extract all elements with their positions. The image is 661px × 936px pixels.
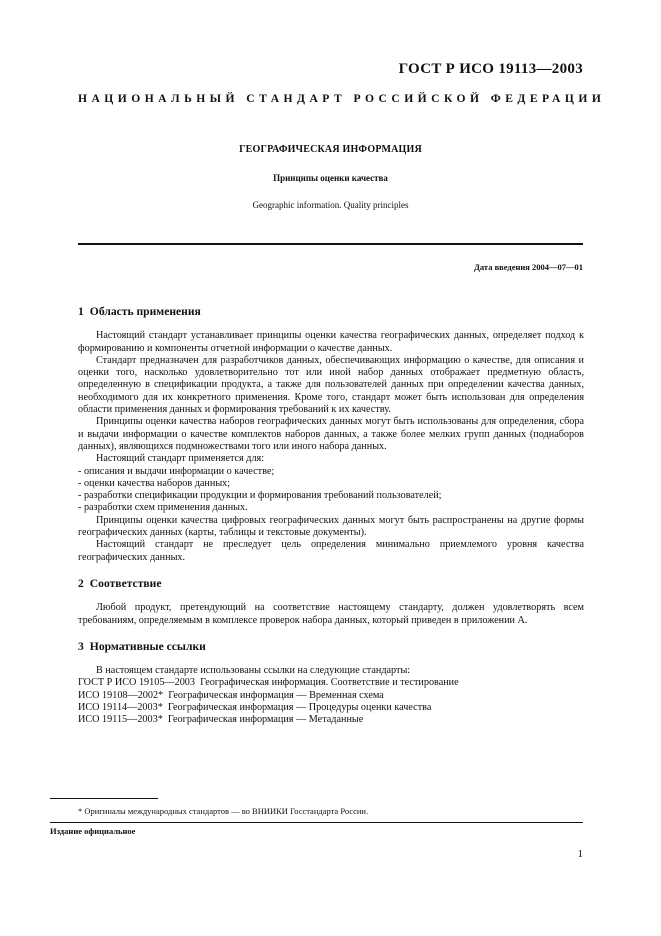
reference-item xyxy=(78,702,584,714)
reference-item xyxy=(78,714,584,726)
section-2-heading xyxy=(78,578,584,590)
section-1-paragraph-3: Принципы оценки качества наборов географических данных могут быть использованы для определения, сбора и выдачи информации о качестве комплектов наборов данных, а также более мелких групп данных (поднаборов данных), являющихся подмножествами того или иного набора данных. xyxy=(78,416,584,452)
footnote-divider xyxy=(50,798,158,799)
document-subtitle: Принципы оценки качества xyxy=(273,173,388,183)
edition-divider xyxy=(50,822,583,823)
list-item: - оценки качества наборов данных; xyxy=(78,477,231,489)
section-1-heading xyxy=(78,306,584,318)
reference-item xyxy=(78,677,584,689)
document-title-english: Geographic information. Quality principles xyxy=(252,200,409,210)
section-1-title: Область применения xyxy=(89,305,201,318)
section-2-paragraph-1: Любой продукт, претендующий на соответствие настоящему стандарту, должен удовлетворять всем требованиям, определяемым в комплексе проверок набора данных, который приведен в приложении А. xyxy=(78,602,584,626)
title-divider xyxy=(78,243,583,245)
section-1-paragraph-1: Настоящий стандарт устанавливает принципы оценки качества географических данных, определяет подход к формированию и компоненты отчетной информации о качестве данных. xyxy=(78,330,584,354)
edition-label: Издание официальное xyxy=(50,826,136,836)
page-number: 1 xyxy=(577,848,583,860)
section-1-paragraph-4: Настоящий стандарт применяется для: xyxy=(96,453,265,465)
section-1-list xyxy=(78,466,584,515)
introduction-date: Дата введения 2004—07—01 xyxy=(474,262,583,272)
section-1-paragraph-5: Принципы оценки качества цифровых географических данных могут быть распространены на другие формы географических данных (карты, таблицы и текстовые документы). xyxy=(78,514,584,539)
section-2-title: Соответствие xyxy=(89,576,162,590)
reference-item xyxy=(78,690,584,702)
section-3-paragraph-1: В настоящем стандарте использованы ссылки на следующие стандарты: xyxy=(96,665,411,677)
reference-code: ИСО 19114—2003* xyxy=(78,702,163,714)
list-item: - описания и выдачи информации о качестве; xyxy=(78,465,275,477)
reference-title: Географическая информация — Процедуры оценки качества xyxy=(167,702,432,714)
reference-code: ИСО 19115—2003* xyxy=(78,714,163,726)
reference-title: Географическая информация. Соответствие и тестирование xyxy=(200,677,459,689)
list-item: - разработки схем применения данных. xyxy=(78,502,248,514)
section-2-number: 2 xyxy=(78,576,84,590)
reference-title: Географическая информация — Временная схема xyxy=(168,689,384,701)
section-3-title: Нормативные ссылки xyxy=(89,639,206,653)
national-standard-heading: НАЦИОНАЛЬНЫЙ СТАНДАРТ РОССИЙСКОЙ ФЕДЕРАЦИИ xyxy=(78,92,606,105)
section-3-heading xyxy=(78,641,584,653)
section-1-number: 1 xyxy=(78,305,84,318)
list-item: - разработки спецификации продукции и формирования требований пользователей; xyxy=(78,490,442,502)
section-1-paragraph-6: Настоящий стандарт не преследует цель определения минимально приемлемого уровня качества географических данных. xyxy=(78,539,584,563)
document-title: ГЕОГРАФИЧЕСКАЯ ИНФОРМАЦИЯ xyxy=(239,144,422,155)
reference-code: ГОСТ Р ИСО 19105—2003 xyxy=(78,677,195,689)
reference-title: Географическая информация — Метаданные xyxy=(167,714,364,726)
reference-code: ИСО 19108—2002* xyxy=(78,689,164,701)
footnote: * Оригиналы международных стандартов — во ВНИИКИ Госстандарта России. xyxy=(78,806,369,816)
standard-number: ГОСТ Р ИСО 19113—2003 xyxy=(398,61,583,77)
document-body xyxy=(78,306,584,727)
section-3-number: 3 xyxy=(78,639,84,653)
section-1-paragraph-2: Стандарт предназначен для разработчиков данных, обеспечивающих информацию о качестве, для описания и оценки того, насколько удовлетворительно тот или иной набор данных отображает предметную область, определенную в спецификации продукта, а также для пользователей данных при определении качества данных, необходимого для их конкретного применения. Кроме того, стандарт может быть использован для определения области применения данных и формирования требований к их качеству. xyxy=(78,354,584,416)
